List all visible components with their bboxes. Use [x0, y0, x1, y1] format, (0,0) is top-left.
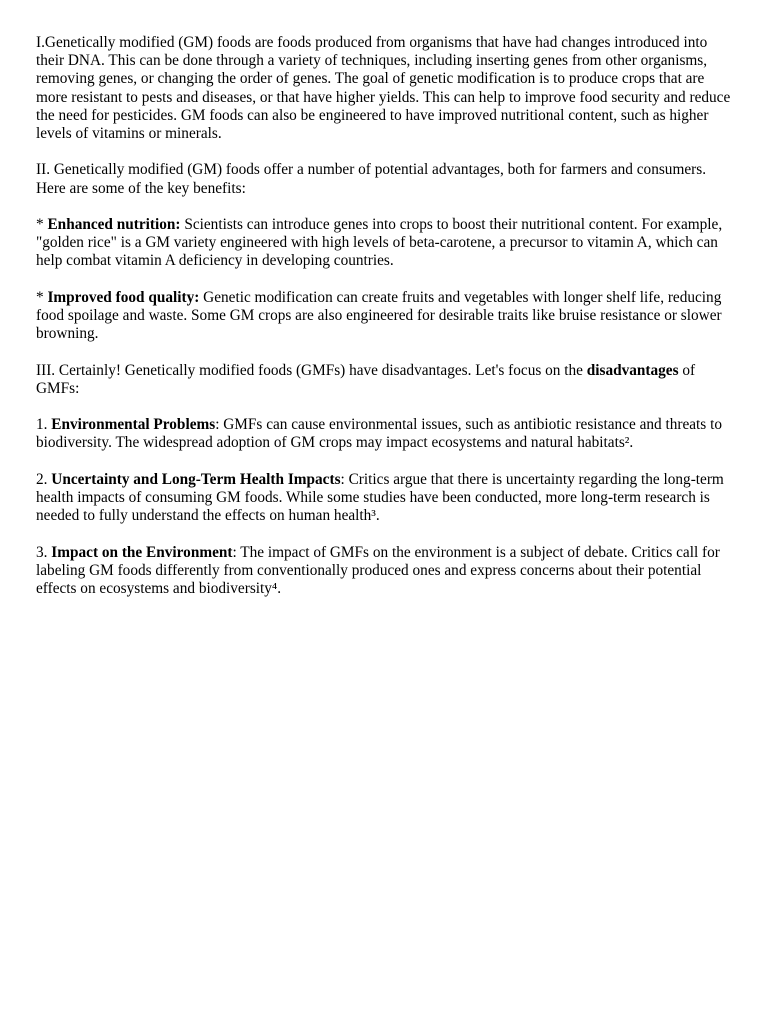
- benefit-bullet: *: [36, 288, 48, 306]
- disadvantage-text: : Critics argue that there is uncertainty regarding the long-term health impacts of consuming GM foods. While some studies have been conducted, more long-term research is needed to fully understand the effects on human health³.: [36, 470, 724, 525]
- disadvantage-title: Impact on the Environment: [51, 543, 233, 561]
- disadvantage-health-impacts: [36, 471, 736, 526]
- section3-intro-pre: III. Certainly! Genetically modified foods (GMFs) have disadvantages. Let's focus on the: [36, 361, 587, 379]
- intro-paragraph: [36, 34, 736, 143]
- section3-intro-paragraph: [36, 362, 736, 398]
- disadvantage-number: 3.: [36, 543, 52, 561]
- intro-text: I.Genetically modified (GM) foods are foods produced from organisms that have had changes introduced into their DNA. This can be done through a variety of techniques, including inserting genes from other organisms, removing genes, or changing the order of genes. The goal of genetic modification is to produce crops that are more resistant to pests and diseases, or that have higher yields. This can help to improve food security and reduce the need for pesticides. GM foods can also be engineered to have improved nutritional content, such as higher levels of vitamins or minerals.: [36, 34, 731, 143]
- disadvantage-title: Environmental Problems: [51, 416, 216, 434]
- section3-intro-post: of GMFs:: [36, 361, 696, 397]
- benefit-text: Genetic modification can create fruits and vegetables with longer shelf life, reducing food spoilage and waste. Some GM crops are also engineered for desirable traits like bruise resistance or slower browning.: [36, 288, 722, 343]
- disadvantage-text: : The impact of GMFs on the environment is a subject of debate. Critics call for labeling GM foods differently from conventionally produced ones and express concerns about their potential effects on ecosystems and biodiversity⁴.: [36, 543, 720, 597]
- benefit-text: Scientists can introduce genes into crops to boost their nutritional content. For example, "golden rice" is a GM variety engineered with high levels of beta-carotene, a precursor to vitamin A, which can help combat vitamin A deficiency in developing countries.: [36, 216, 723, 270]
- document-body: [36, 34, 736, 616]
- benefit-improved-food-quality: [36, 289, 736, 344]
- disadvantage-title: Uncertainty and Long-Term Health Impacts: [51, 470, 341, 488]
- benefit-title: Improved food quality:: [47, 288, 200, 306]
- disadvantage-impact-on-environment: [36, 544, 736, 599]
- section3-intro-bold: disadvantages: [586, 361, 679, 379]
- section2-intro-text: II. Genetically modified (GM) foods offer a number of potential advantages, both for farmers and consumers. Here are some of the key benefits:: [36, 161, 707, 197]
- disadvantage-number: 2.: [36, 470, 52, 488]
- section2-intro-paragraph: [36, 161, 736, 197]
- disadvantage-number: 1.: [36, 416, 52, 434]
- benefit-enhanced-nutrition: [36, 216, 736, 271]
- benefit-bullet: *: [36, 216, 48, 233]
- disadvantage-text: : GMFs can cause environmental issues, such as antibiotic resistance and threats to biodiversity. The widespread adoption of GM crops may impact ecosystems and natural habitats².: [36, 416, 722, 452]
- disadvantage-environmental-problems: [36, 416, 736, 452]
- benefit-title: Enhanced nutrition:: [47, 216, 181, 233]
